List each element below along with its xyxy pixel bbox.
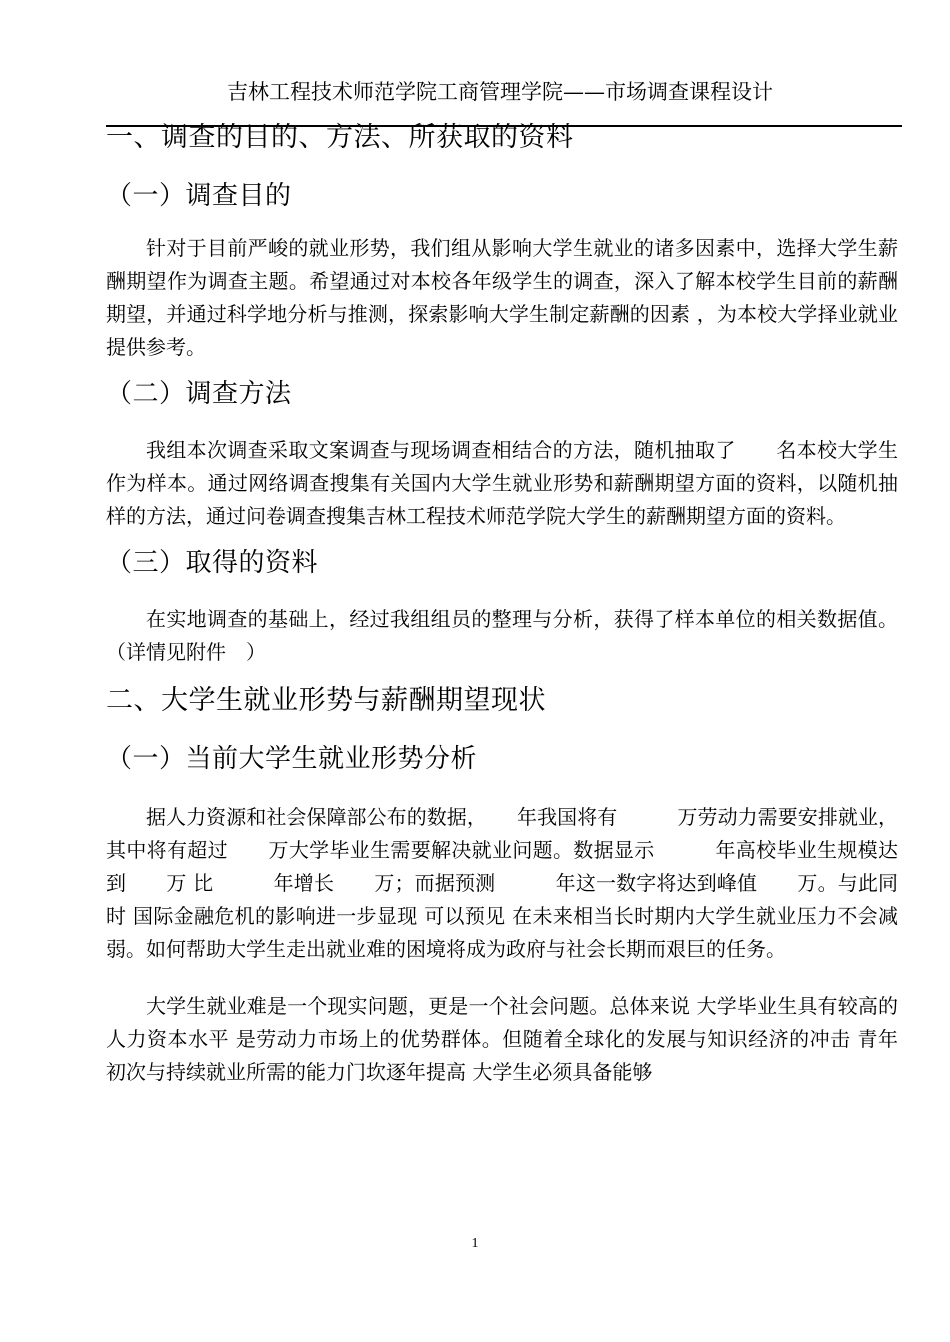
section-title-2: 二、大学生就业形势与薪酬期望现状: [106, 685, 546, 716]
section-title-1: 一、调查的目的、方法、所获取的资料: [106, 122, 574, 153]
document-body: [106, 118, 898, 1089]
paragraph-analysis-1: 据人力资源和社会保障部公布的数据， 年我国将有 万劳动力需要安排就业，其中将有超过 万大学毕业生需要解决就业问题。数据显示 年高校毕业生规模达到 万 比 年增长 万；而据预测 年这一数字将达到峰值 万。与此同时 国际金融危机的影响进一步显现 可以预见 在未来相当长时期内大学生就业压力不会减弱。如何帮助大学生走出就业难的困境将成为政府与社会长期而艰巨的任务。: [106, 805, 898, 961]
page-header: 吉林工程技术师范学院工商管理学院——市场调查课程设计: [227, 80, 773, 104]
subsection-title-analysis: （一）当前大学生就业形势分析: [106, 744, 478, 774]
paragraph-data: 在实地调查的基础上，经过我组组员的整理与分析，获得了样本单位的相关数据值。（详情见附件 ）: [106, 607, 898, 664]
paragraph-analysis-2: 大学生就业难是一个现实问题，更是一个社会问题。总体来说 大学毕业生具有较高的人力资本水平 是劳动力市场上的优势群体。但随着全球化的发展与知识经济的冲击 青年初次与持续就业所需的能力门坎逐年提高 大学生必须具备能够: [106, 994, 898, 1084]
paragraph-method: 我组本次调查采取文案调查与现场调查相结合的方法，随机抽取了 名本校大学生作为样本。通过网络调查搜集有关国内大学生就业形势和薪酬期望方面的资料，以随机抽样的方法，通过问卷调查搜集吉林工程技术师范学院大学生的薪酬期望方面的资料。: [106, 438, 898, 528]
subsection-title-data: （三）取得的资料: [106, 548, 319, 578]
subsection-title-purpose: （一）调查目的: [106, 181, 292, 211]
subsection-title-method: （二）调查方法: [106, 379, 292, 409]
paragraph-purpose: 针对于目前严峻的就业形势，我们组从影响大学生就业的诸多因素中，选择大学生薪酬期望作为调查主题。希望通过对本校各年级学生的调查，深入了解本校学生目前的薪酬期望，并通过科学地分析与推测，探索影响大学生制定薪酬的因素 ，为本校大学择业就业提供参考。: [106, 236, 898, 359]
page-number: 1: [471, 1236, 479, 1251]
